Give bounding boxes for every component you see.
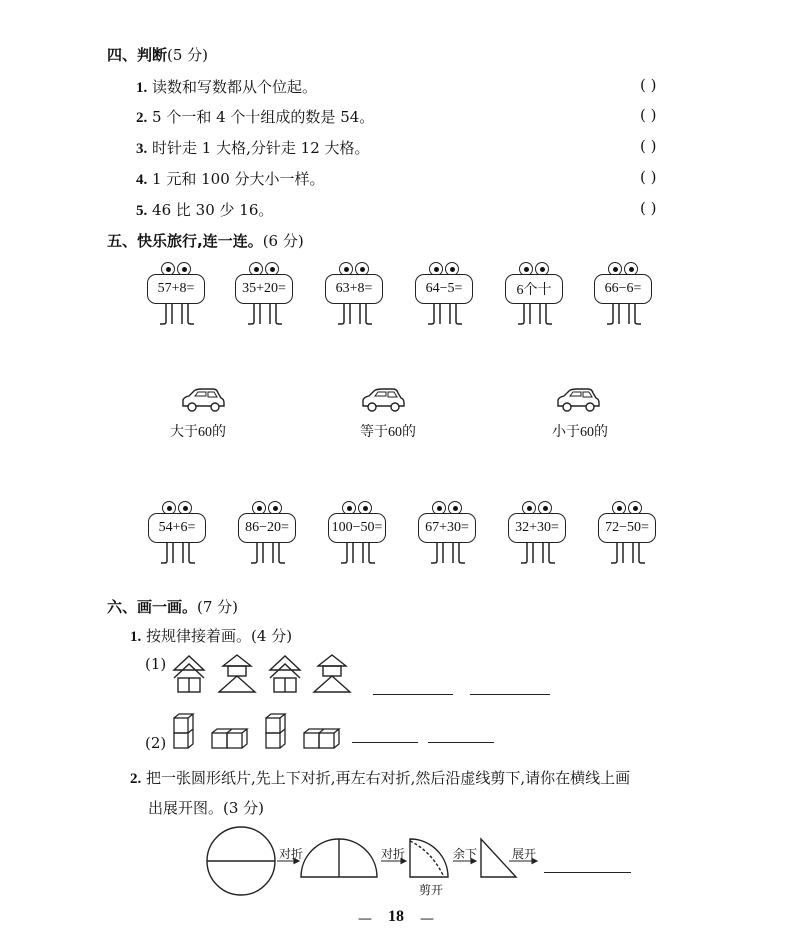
expression-monster[interactable] — [508, 501, 568, 571]
expression-monster[interactable] — [148, 501, 208, 571]
item-number: 2. — [130, 771, 142, 787]
answer-paren-1[interactable] — [640, 76, 686, 94]
expression-monster[interactable] — [328, 501, 388, 571]
expression-monster[interactable] — [418, 501, 478, 571]
legs-icon — [159, 304, 195, 326]
pattern-row2-label: (2) — [145, 734, 167, 752]
answer-paren-5[interactable] — [640, 199, 686, 217]
pattern-row1-shapes — [170, 652, 360, 698]
legs-icon — [250, 543, 286, 565]
item-number: 4. — [136, 172, 148, 188]
section4-heading — [107, 44, 208, 65]
expression-label: 54+6= — [148, 513, 206, 543]
cut-label: 剪开 — [419, 883, 444, 897]
expression-monster[interactable] — [594, 262, 654, 332]
fold-label-1: 对折 — [279, 847, 304, 861]
pattern-row1-label: (1) — [145, 655, 167, 673]
judge-item-5 — [136, 199, 273, 220]
expression-label: 6个十 — [505, 274, 563, 304]
item-number: 3. — [136, 141, 148, 157]
expression-label: 35+20= — [235, 274, 293, 304]
expression-label: 32+30= — [508, 513, 566, 543]
expression-monster[interactable] — [238, 501, 298, 571]
section5-title: 五、快乐旅行,连一连。 — [107, 232, 263, 250]
item-text: 按规律接着画。(4 分) — [146, 627, 293, 645]
expression-label: 100−50= — [328, 513, 386, 543]
expression-label: 72−50= — [598, 513, 656, 543]
paren-text: ( ) — [640, 106, 657, 124]
paren-text: ( ) — [640, 168, 657, 186]
expression-monster[interactable] — [415, 262, 475, 332]
item-text: 5 个一和 4 个十组成的数是 54。 — [152, 108, 375, 126]
legs-icon — [337, 304, 373, 326]
judge-item-4 — [136, 168, 325, 189]
item-text: 46 比 30 少 16。 — [152, 201, 274, 219]
answer-line[interactable] — [428, 742, 494, 743]
legs-icon — [340, 543, 376, 565]
expression-label: 63+8= — [325, 274, 383, 304]
section6-heading — [107, 596, 238, 617]
expression-label: 66−6= — [594, 274, 652, 304]
item-number: 1. — [136, 80, 148, 96]
section4-score: (5 分) — [167, 46, 209, 64]
item-text: 读数和写数都从个位起。 — [152, 78, 318, 96]
expression-monster[interactable] — [147, 262, 207, 332]
footer-dash-right: — — [420, 911, 434, 927]
item-number: 5. — [136, 203, 148, 219]
judge-item-2 — [136, 106, 374, 127]
section6-title: 六、画一画。 — [107, 598, 198, 616]
section4-title: 四、判断 — [107, 46, 168, 64]
judge-item-1 — [136, 76, 317, 97]
section5-heading — [107, 230, 304, 251]
legs-icon — [160, 543, 196, 565]
car-label-greater: 大于60的 — [170, 425, 226, 440]
legs-icon — [247, 304, 283, 326]
car-label-less: 小于60的 — [552, 425, 608, 440]
page-number: 18 — [388, 908, 404, 925]
draw-question-2-cont: 出展开图。(3 分) — [148, 799, 265, 817]
expression-monster[interactable] — [235, 262, 295, 332]
car-icon — [555, 388, 601, 414]
item-text: 1 元和 100 分大小一样。 — [152, 170, 325, 188]
answer-paren-3[interactable] — [640, 137, 686, 155]
paren-text: ( ) — [640, 199, 657, 217]
car-icon — [360, 388, 406, 414]
answer-paren-4[interactable] — [640, 168, 686, 186]
expression-monster[interactable] — [325, 262, 385, 332]
legs-icon — [520, 543, 556, 565]
draw-question-2 — [130, 767, 630, 788]
expression-label: 86−20= — [238, 513, 296, 543]
unfold-label: 展开 — [512, 847, 537, 861]
remain-label: 余下 — [453, 847, 478, 861]
section6-score: (7 分) — [197, 598, 239, 616]
judge-item-3 — [136, 137, 370, 158]
answer-line[interactable] — [373, 694, 453, 695]
answer-line[interactable] — [544, 872, 631, 873]
legs-icon — [606, 304, 642, 326]
item-number: 2. — [136, 110, 148, 126]
answer-paren-2[interactable] — [640, 106, 686, 124]
pattern-row2-cubes — [170, 713, 350, 753]
paren-text: ( ) — [640, 76, 657, 94]
footer-dash-left: — — [358, 911, 372, 927]
item-text: 把一张圆形纸片,先上下对折,再左右对折,然后沿虚线剪下,请你在横线上画 — [146, 769, 631, 787]
answer-line[interactable] — [470, 694, 550, 695]
item-text: 时针走 1 大格,分针走 12 大格。 — [152, 139, 370, 157]
expression-label: 57+8= — [147, 274, 205, 304]
legs-icon — [427, 304, 463, 326]
item-number: 1. — [130, 629, 142, 645]
car-label-equal: 等于60的 — [360, 425, 416, 440]
fold-diagram — [205, 823, 545, 898]
draw-question-1 — [130, 625, 292, 646]
legs-icon — [610, 543, 646, 565]
paren-text: ( ) — [640, 137, 657, 155]
expression-label: 67+30= — [418, 513, 476, 543]
fold-label-2: 对折 — [381, 847, 406, 861]
car-icon — [180, 388, 226, 414]
answer-line[interactable] — [352, 742, 418, 743]
expression-label: 64−5= — [415, 274, 473, 304]
legs-icon — [430, 543, 466, 565]
section5-score: (6 分) — [262, 232, 304, 250]
expression-monster[interactable] — [598, 501, 658, 571]
expression-monster[interactable] — [505, 262, 565, 332]
legs-icon — [517, 304, 553, 326]
